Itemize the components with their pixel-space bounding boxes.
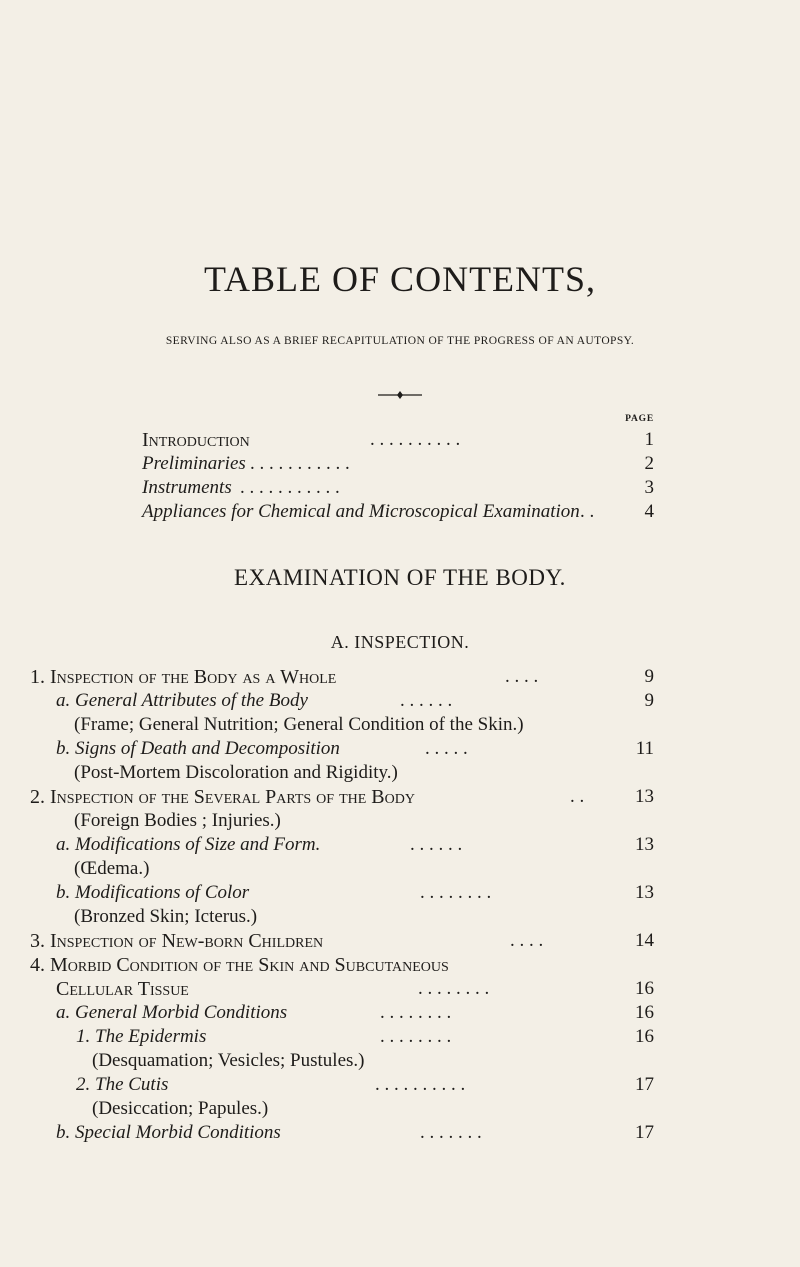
entry-page-number: 4: [644, 501, 654, 522]
section-heading: EXAMINATION OF THE BODY.: [234, 565, 566, 590]
leader-dots: . . . . . . . .: [380, 1026, 452, 1047]
entry-label: Cellular Tissue: [56, 978, 189, 1000]
leader-dots: . . . . . . . . . .: [375, 1074, 466, 1095]
entry-label: 2. Inspection of the Several Parts of the Body: [30, 786, 415, 808]
entry-note: (Desiccation; Papules.): [92, 1098, 269, 1119]
leader-dots: . .: [580, 501, 595, 522]
leader-dots: . . . . . . . .: [418, 978, 490, 999]
entry-label: 2. The Cutis: [76, 1074, 169, 1095]
leader-dots: . . . . . . . .: [420, 882, 492, 903]
entry-note: (Foreign Bodies ; Injuries.): [74, 810, 281, 831]
entry-page-number: 13: [635, 834, 654, 855]
entry-label: a. Modifications of Size and Form.: [56, 834, 321, 855]
entry-page-number: 2: [644, 453, 654, 474]
leader-dots: . . . .: [510, 930, 544, 951]
page-subtitle: SERVING ALSO AS A BRIEF RECAPITULATION OF THE PROGRESS OF AN AUTOPSY.: [165, 335, 635, 347]
entry-label-line: 4. Morbid Condition of the Skin and Subcutaneous: [30, 954, 449, 976]
entry-note: (Desquamation; Vesicles; Pustules.): [92, 1050, 365, 1071]
entry-label: 1. The Epidermis: [76, 1026, 207, 1047]
leader-dots: . . . . . . . . . . .: [250, 453, 350, 474]
entry-note: (Post-Mortem Discoloration and Rigidity.): [74, 762, 398, 783]
leader-dots: . . . . .: [425, 738, 468, 759]
leader-dots: . . . . . .: [400, 690, 453, 711]
entry-page-number: 9: [644, 690, 654, 711]
entry-page-number: 13: [635, 786, 654, 807]
entry-label: a. General Morbid Conditions: [56, 1002, 288, 1023]
entry-label: a. General Attributes of the Body: [56, 690, 308, 711]
entry-label: Preliminaries: [142, 453, 246, 474]
entry-page-number: 1: [644, 429, 654, 450]
leader-dots: . . . . . .: [410, 834, 463, 855]
entry-page-number: 16: [635, 1026, 654, 1047]
leader-dots: . . . . . . . . . .: [370, 429, 461, 450]
page-title: TABLE OF CONTENTS,: [203, 259, 597, 299]
leader-dots: . . . .: [505, 666, 539, 687]
entry-page-number: 17: [635, 1074, 654, 1095]
entry-label: b. Modifications of Color: [56, 882, 250, 903]
leader-dots: . . . . . . . . . . .: [240, 477, 340, 498]
entry-label: 1. Inspection of the Body as a Whole: [30, 666, 337, 688]
entry-page-number: 16: [635, 978, 654, 999]
entry-note: (Œdema.): [74, 858, 150, 879]
leader-dots: . . . . . . . .: [380, 1002, 452, 1023]
entry-page-number: 17: [635, 1122, 654, 1143]
entry-page-number: 11: [635, 738, 654, 759]
entry-label: Introduction: [142, 429, 250, 451]
entry-label: Appliances for Chemical and Microscopical Examination: [142, 501, 580, 522]
leader-dots: . . . . . . .: [420, 1122, 482, 1143]
page-column-label: PAGE: [625, 414, 654, 424]
entry-label: 3. Inspection of New-born Children: [30, 930, 324, 952]
leader-dots: . .: [570, 786, 585, 807]
entry-label: b. Special Morbid Conditions: [56, 1122, 281, 1143]
entry-note: (Bronzed Skin; Icterus.): [74, 906, 258, 927]
entry-note: (Frame; General Nutrition; General Condition of the Skin.): [74, 714, 524, 735]
entry-page-number: 9: [644, 666, 654, 687]
entry-page-number: 3: [644, 477, 654, 498]
entry-label: Instruments: [142, 477, 232, 498]
entry-page-number: 13: [635, 882, 654, 903]
subsection-heading: A. INSPECTION.: [330, 632, 470, 652]
entry-label: b. Signs of Death and Decomposition: [56, 738, 340, 759]
divider-ornament: [378, 390, 422, 400]
entry-page-number: 16: [635, 1002, 654, 1023]
entry-page-number: 14: [635, 930, 654, 951]
